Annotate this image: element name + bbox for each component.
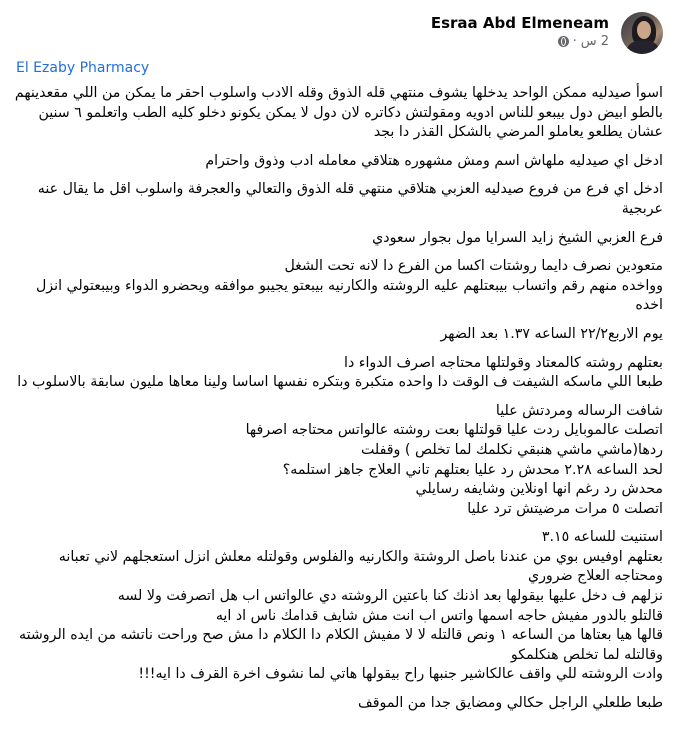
post-paragraph: ادخل اي فرع من فروع صيدليه العزبي هتلاقي منتهي قله الذوق والتعالي والعجرفة واسلوب اقل ما يقال عنه عربجية bbox=[37, 181, 663, 217]
post-time[interactable]: 2 س bbox=[580, 34, 609, 49]
avatar-shoulder bbox=[627, 40, 659, 54]
tagged-page-link[interactable]: El Ezaby Pharmacy bbox=[16, 60, 150, 76]
post-paragraph: طبعا طلعلي الراجل حكالي ومضايق جدا من الموقف bbox=[358, 695, 663, 712]
globe-icon[interactable] bbox=[558, 36, 569, 47]
post-paragraph: بعتلهم روشته كالمعتاد وقولتلها محتاجه اصرف الدواء دا طبعا اللي ماسكه الشيفت ف الوقت دا واحده متكبرة وبتكره نفسها اساسا ولينا معاها مليون سابقة بالاسلوب دا bbox=[17, 354, 663, 391]
meta-separator: · bbox=[572, 34, 577, 49]
post-header bbox=[0, 0, 677, 58]
avatar-face bbox=[637, 21, 651, 39]
post-paragraph: متعودين نصرف دايما روشتات اكسا من الفرع دا لانه تحت الشغل وواخده منهم رقم واتساب بيبعتلهم عليه الروشته والكارنيه بيبعتو يجيبو موافقه ويحضرو الدواء وبيبعتولي انزل اخده bbox=[35, 258, 663, 314]
author-name[interactable]: Esraa Abd Elmeneam bbox=[430, 14, 609, 32]
author-avatar[interactable] bbox=[621, 12, 663, 54]
post-paragraph: ادخل اي صيدليه ملهاش اسم ومش مشهوره هتلاقي معامله ادب وذوق واحترام bbox=[205, 152, 663, 169]
post-paragraph: شافت الرساله ومردتش عليا اتصلت عالموبايل ردت عليا قولتلها بعت روشته عالواتس محتاجه اصرفها ردها(ماشي ماشي هنبقي نكلمك لما تخلص ) وقفلت لحد الساعه ٢.٢٨ محدش رد عليا بعتلهم تاني العلاج جاهز استلمه؟ محدش رد رغم انها اونلاين وشايفه رسايلي اتصلت ٥ مرات مرضيتش ترد عليا bbox=[245, 402, 663, 517]
post-paragraph: استنيت للساعه ٣.١٥ بعتلهم اوفيس بوي من عندنا باصل الروشتة والكارنيه والفلوس وقولتله معلش انزل استعجلهم لاني تعبانه ومحتاجه العلاج ضروري نزلهم ف دخل عليها بيقولها بعد اذنك كنا باعتين الروشته دي عالواتس اب هل اتصرفت ولا لسه قالتلو بالدور مفيش حاجه اسمها واتس اب انت مش شايف قدامك ناس اد ايه قالها هيا بعتاها من الساعه ١ ونص قالتله لا لا مفيش الكلام دا الكلام دا مش صح وراحت ناتشه من ايده الروشته وقالتله لما تخلص هنكلمكو وادت الروشته للي واقف عالكاشير جنبها راح بيقولها هاتي لما نشوف اخرة القرف دا ايه!!! bbox=[19, 529, 663, 683]
post-paragraph: يوم الاربع٢٢/٢ الساعه ١.٣٧ بعد الضهر bbox=[440, 325, 663, 342]
post-body bbox=[12, 84, 663, 723]
post-paragraph: فرع العزبي الشيخ زايد السرايا مول بجوار سعودي bbox=[372, 229, 663, 246]
post-paragraph: اسوأ صيدليه ممكن الواحد يدخلها يشوف منتهي قله الذوق وقله الادب واسلوب احقر ما يمكن من اللي مقعدينهم بالطو ابيض دول بيبعو للناس ادويه ومقولتش دكاتره لان دول لا يمكن يكونو دخلو كليه الطب واتعلمو ٦ سنين عشان يطلعو يعاملو المرضي بالشكل القذر دا بجد bbox=[14, 85, 663, 141]
post-meta bbox=[558, 34, 609, 49]
